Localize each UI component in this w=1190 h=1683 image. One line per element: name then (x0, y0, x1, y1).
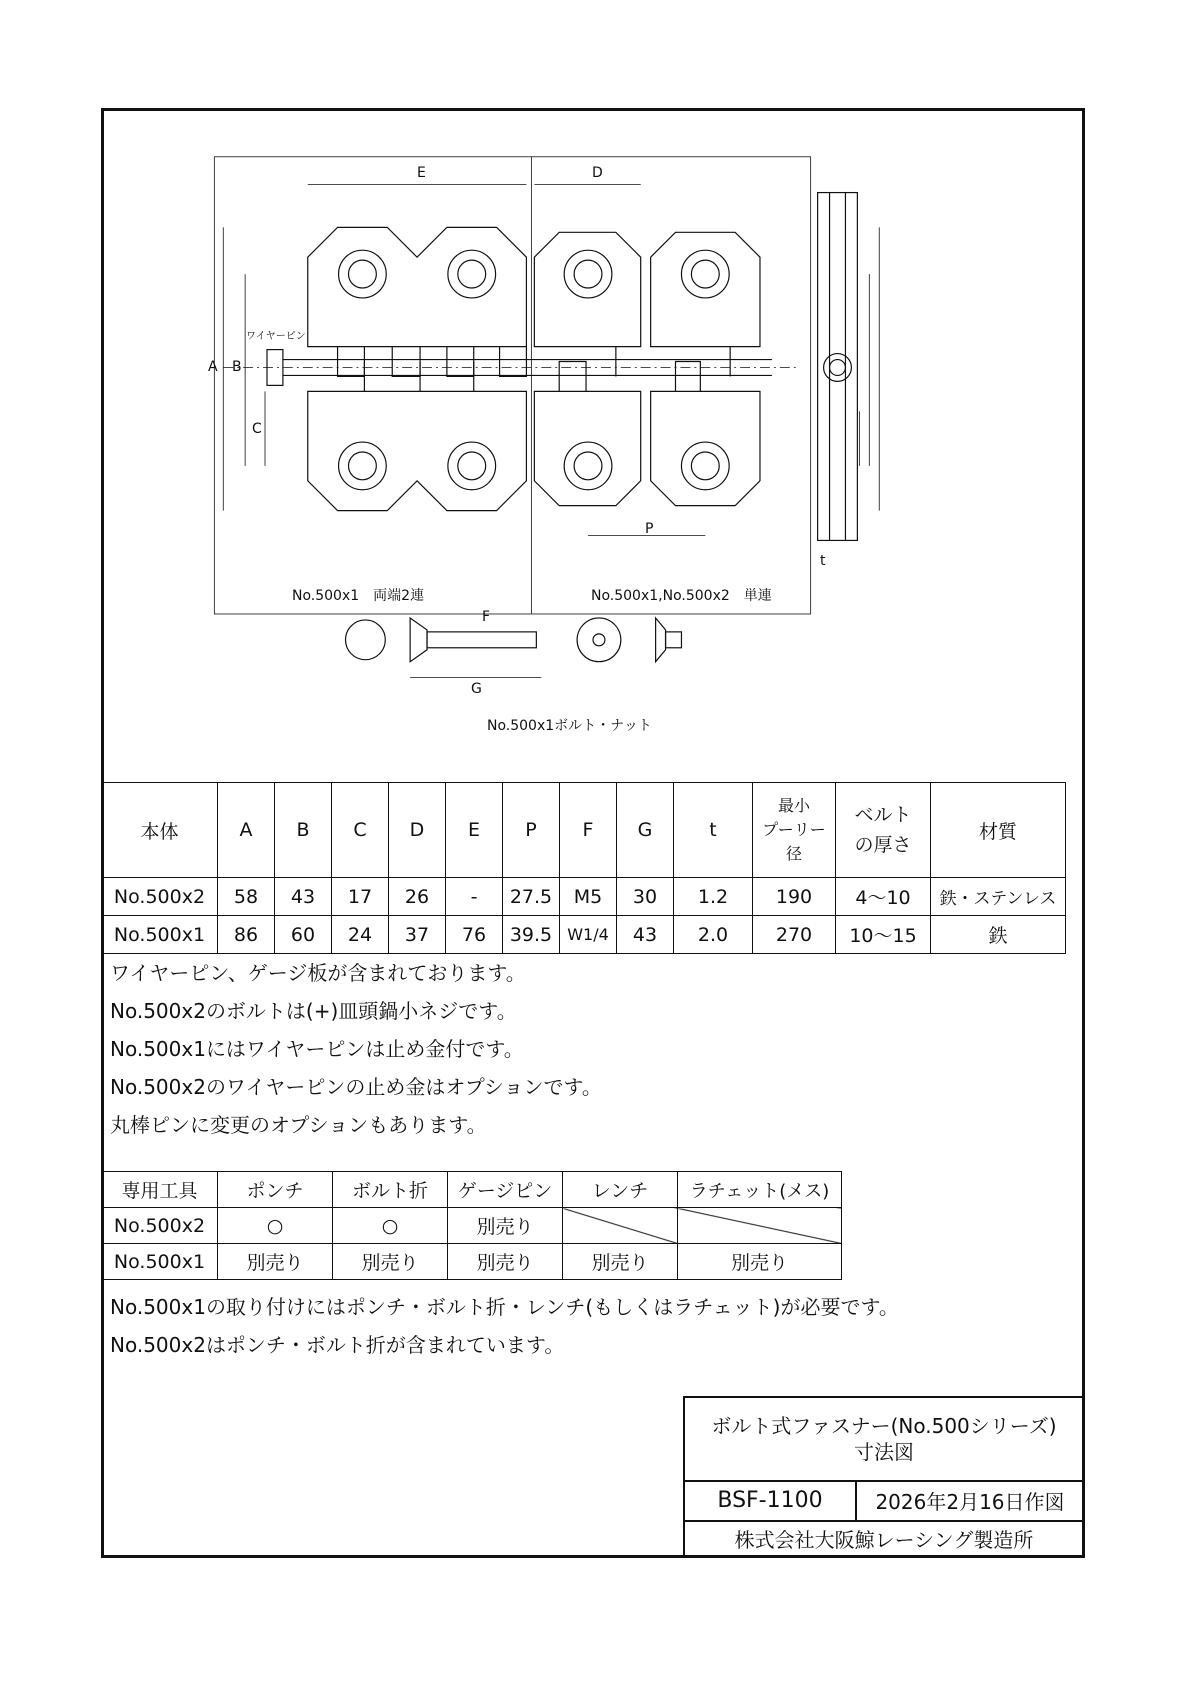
tools-cell: ○ (218, 1208, 333, 1244)
tools-cell: 別売り (333, 1244, 448, 1280)
spec-cell: 30 (617, 878, 674, 916)
tools-table (101, 1171, 842, 1280)
table-row (102, 1244, 842, 1280)
spec-cell: 17 (332, 878, 389, 916)
dim-label-t: t (820, 553, 826, 569)
tools-header: 専用工具 (102, 1172, 218, 1208)
spec-header: ベルト の厚さ (836, 783, 931, 878)
spec-header: C (332, 783, 389, 878)
spec-cell: 270 (753, 916, 836, 954)
wire-pin-label: ワイヤーピン (246, 331, 306, 342)
spec-cell: 1.2 (674, 878, 753, 916)
title-line2: 寸法図 (854, 1440, 914, 1464)
dim-label-p: P (645, 521, 654, 537)
spec-header: D (389, 783, 446, 878)
note-line: No.500x2はポンチ・ボルト折が含まれています。 (110, 1333, 565, 1357)
spec-header: E (446, 783, 503, 878)
spec-cell: No.500x2 (102, 878, 218, 916)
spec-cell: W1/4 (560, 916, 617, 954)
doc-info-row (685, 1480, 1083, 1522)
spec-table (101, 782, 1066, 954)
tools-cell: 別売り (678, 1244, 842, 1280)
spec-cell: 10〜15 (836, 916, 931, 954)
caption-left: No.500x1 両端2連 (292, 588, 425, 604)
spec-header: t (674, 783, 753, 878)
note-line: No.500x1の取り付けにはポンチ・ボルト折・レンチ(もしくはラチェット)が必要です。 (110, 1295, 899, 1319)
spec-header: A (218, 783, 275, 878)
dim-label-a: A (208, 359, 218, 375)
tools-header: ボルト折 (333, 1172, 448, 1208)
spec-cell: 26 (389, 878, 446, 916)
tools-header: レンチ (563, 1172, 678, 1208)
caption-right: No.500x1,No.500x2 単連 (591, 588, 772, 604)
spec-header: 材質 (931, 783, 1066, 878)
spec-cell: 58 (218, 878, 275, 916)
dim-label-d: D (592, 165, 603, 181)
spec-cell: 37 (389, 916, 446, 954)
spec-cell: M5 (560, 878, 617, 916)
tools-cell: 別売り (218, 1244, 333, 1280)
spec-cell: 86 (218, 916, 275, 954)
dim-label-f: F (482, 609, 491, 625)
tools-cell: No.500x1 (102, 1244, 218, 1280)
note-line: 丸棒ピンに変更のオプションもあります。 (110, 1113, 487, 1137)
tools-cell: 別売り (448, 1208, 563, 1244)
tools-cell: ○ (333, 1208, 448, 1244)
note-line: No.500x2のボルトは(+)皿頭鍋小ネジです。 (110, 999, 517, 1023)
tools-cell-na (678, 1208, 842, 1244)
dim-label-e: E (417, 165, 426, 181)
company-name: 株式会社大阪鯨レーシング製造所 (734, 1527, 1034, 1552)
spec-cell: 43 (275, 878, 332, 916)
spec-cell: 60 (275, 916, 332, 954)
spec-cell: 2.0 (674, 916, 753, 954)
spec-header: P (503, 783, 560, 878)
spec-cell: 鉄・ステンレス (931, 878, 1066, 916)
drawing-frame (101, 108, 1085, 1558)
technical-drawing (104, 111, 1082, 785)
dim-label-c: C (252, 421, 262, 437)
tools-cell-na (563, 1208, 678, 1244)
note-line: ワイヤーピン、ゲージ板が含まれております。 (110, 961, 526, 985)
table-row (102, 878, 1066, 916)
spec-cell: 39.5 (503, 916, 560, 954)
caption-bolt: No.500x1ボルト・ナット (487, 718, 652, 734)
spec-cell: 4〜10 (836, 878, 931, 916)
dim-label-g: G (471, 681, 482, 697)
spec-cell: 43 (617, 916, 674, 954)
title-cell (685, 1398, 1083, 1482)
spec-cell: 76 (446, 916, 503, 954)
spec-cell: 27.5 (503, 878, 560, 916)
tools-cell: No.500x2 (102, 1208, 218, 1244)
spec-header: F (560, 783, 617, 878)
note-line: No.500x1にはワイヤーピンは止め金付です。 (110, 1037, 524, 1061)
spec-header: G (617, 783, 674, 878)
tools-header: ポンチ (218, 1172, 333, 1208)
spec-cell: - (446, 878, 503, 916)
table-row (102, 1208, 842, 1244)
tools-header: ラチェット(メス) (678, 1172, 842, 1208)
spec-cell: 鉄 (931, 916, 1066, 954)
tools-cell: 別売り (448, 1244, 563, 1280)
spec-header: B (275, 783, 332, 878)
spec-cell: 190 (753, 878, 836, 916)
note-line: No.500x2のワイヤーピンの止め金はオプションです。 (110, 1075, 602, 1099)
dim-label-b: B (232, 359, 242, 375)
title-block (683, 1396, 1085, 1558)
tools-cell: 別売り (563, 1244, 678, 1280)
doc-date: 2026年2月16日作図 (875, 1489, 1065, 1514)
spec-header: 本体 (102, 783, 218, 878)
spec-cell: 24 (332, 916, 389, 954)
spec-cell: No.500x1 (102, 916, 218, 954)
tools-header: ゲージピン (448, 1172, 563, 1208)
doc-number: BSF-1100 (685, 1480, 857, 1520)
table-row (102, 916, 1066, 954)
title-line1: ボルト式ファスナー(No.500シリーズ) (711, 1414, 1057, 1438)
spec-header: 最小 プーリー 径 (753, 783, 836, 878)
